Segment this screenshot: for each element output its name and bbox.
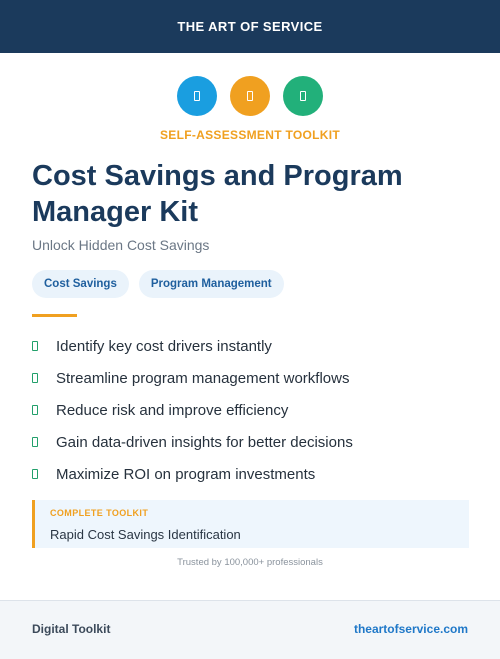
check-icon [32, 469, 38, 479]
page-title: Cost Savings and Program Manager Kit [32, 160, 403, 228]
tag-list [32, 270, 284, 298]
website-link[interactable]: theartofservice.com [353, 622, 468, 636]
trust-text: Trusted by 100,000+ professionals [177, 557, 323, 568]
callout-text: Rapid Cost Savings Identification [50, 527, 241, 542]
feature-text: Maximize ROI on program investments [56, 465, 316, 483]
document-icon [230, 76, 270, 116]
feature-text: Identify key cost drivers instantly [56, 337, 272, 355]
check-icon [32, 405, 38, 415]
list-item [32, 426, 353, 458]
check-icon [32, 437, 38, 447]
document-icon [283, 76, 323, 116]
tag-program-management[interactable]: Program Management [139, 270, 284, 298]
list-item [32, 362, 353, 394]
tag-cost-savings[interactable]: Cost Savings [32, 270, 129, 298]
list-item [32, 394, 353, 426]
document-icon [177, 76, 217, 116]
subtitle: Unlock Hidden Cost Savings [32, 237, 210, 253]
header-bar [0, 0, 500, 53]
feature-text: Reduce risk and improve efficiency [56, 401, 289, 419]
feature-text: Streamline program management workflows [56, 369, 350, 387]
icon-row [0, 76, 500, 116]
list-item [32, 330, 353, 362]
list-item [32, 458, 353, 490]
callout-label: COMPLETE TOOLKIT [50, 508, 149, 518]
toolkit-callout [32, 500, 469, 548]
accent-divider [32, 314, 77, 317]
check-icon [32, 341, 38, 351]
footer-label: Digital Toolkit [32, 622, 111, 636]
eyebrow-label: SELF-ASSESSMENT TOOLKIT [159, 128, 341, 142]
check-icon [32, 373, 38, 383]
footer [0, 600, 500, 659]
feature-text: Gain data-driven insights for better decisions [56, 433, 353, 451]
brand-name: THE ART OF SERVICE [177, 19, 323, 34]
feature-list [32, 330, 353, 490]
